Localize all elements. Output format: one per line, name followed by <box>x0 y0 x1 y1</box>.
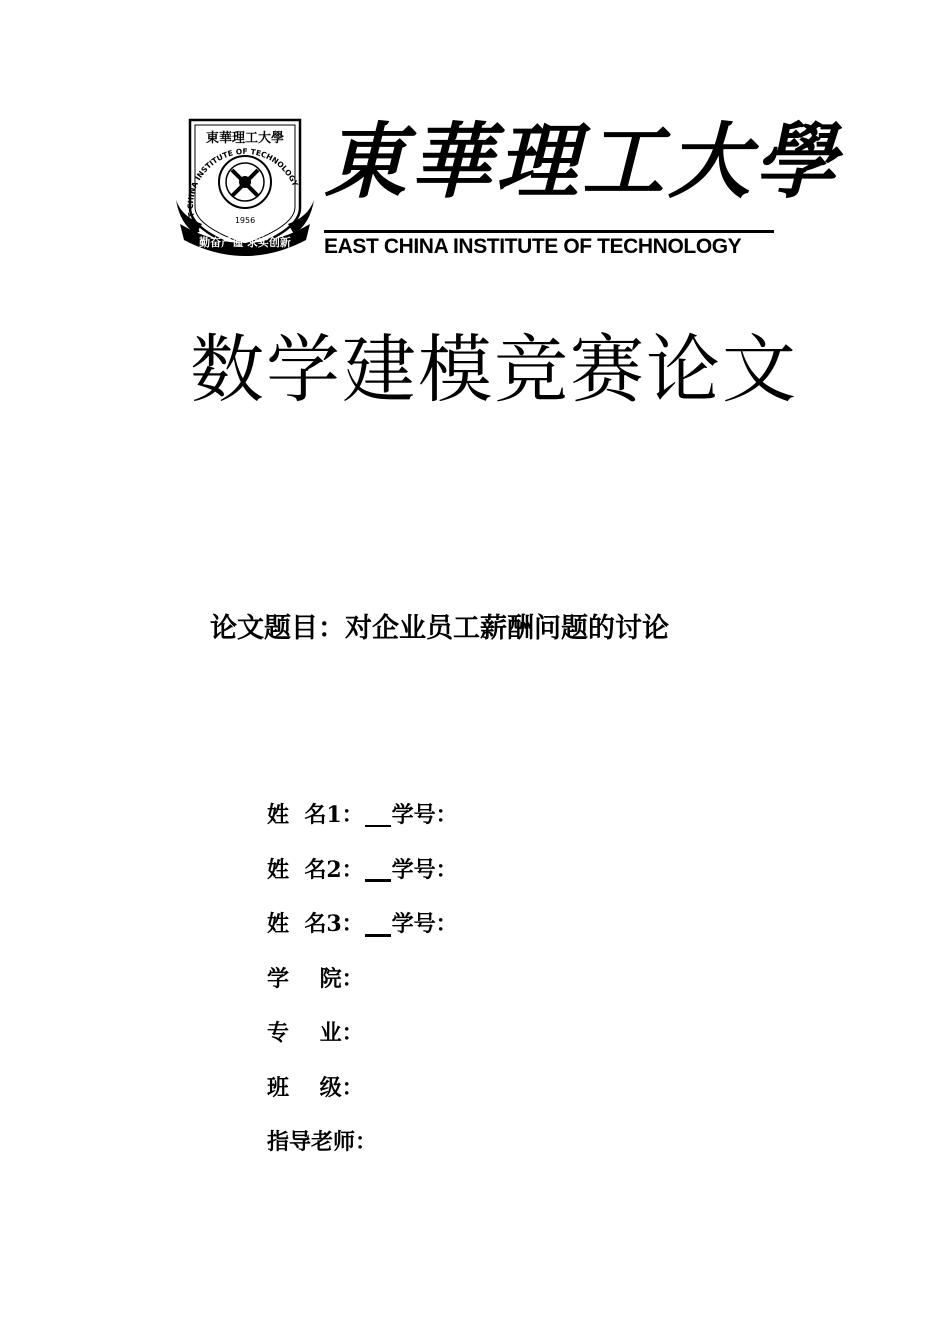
student-id3-label: 学号： <box>391 911 458 938</box>
student-id1-label: 学号： <box>391 802 458 829</box>
name2-label: 姓 名2： <box>267 856 364 883</box>
thesis-title-line <box>210 607 810 651</box>
university-name-en: EAST CHINA INSTITUTE OF TECHNOLOGY <box>324 235 742 258</box>
advisor-row <box>267 1115 717 1170</box>
seal-motto: 勤奋严谨 求实创新 <box>199 236 291 249</box>
university-logo <box>172 108 840 268</box>
class-row <box>267 1061 717 1116</box>
name3-label: 姓 名3： <box>267 911 364 938</box>
student-id2-label: 学号： <box>391 856 458 883</box>
logo-divider <box>324 230 774 233</box>
major-label: 专 业： <box>267 1020 364 1047</box>
name3-blank <box>365 912 391 937</box>
thesis-title-text: 对企业员工薪酬问题的讨论 <box>345 613 669 644</box>
college-row <box>267 952 717 1007</box>
name3-row <box>267 897 717 952</box>
seal-ring-text: EAST CHINA INSTITUTE OF TECHNOLOGY <box>185 146 300 236</box>
class-label: 班 级： <box>267 1074 364 1101</box>
major-row <box>267 1006 717 1061</box>
main-title: 数学建模竞赛论文 <box>190 327 798 413</box>
name1-label: 姓 名1： <box>267 802 364 829</box>
college-label: 学 院： <box>267 965 364 992</box>
name2-blank <box>365 857 391 882</box>
university-wordmark <box>324 108 840 218</box>
student-info-block <box>267 788 717 1170</box>
advisor-label: 指导老师： <box>267 1129 378 1156</box>
seal-year: 1956 <box>234 216 256 225</box>
seal-top-text: 東華理工大學 <box>205 131 285 146</box>
name1-blank <box>365 803 391 827</box>
name2-row <box>267 843 717 898</box>
university-seal-icon <box>172 112 318 258</box>
university-name-cn: 東華理工大學 <box>324 114 840 210</box>
thesis-title-label: 论文题目： <box>210 613 345 644</box>
name1-row <box>267 788 717 843</box>
